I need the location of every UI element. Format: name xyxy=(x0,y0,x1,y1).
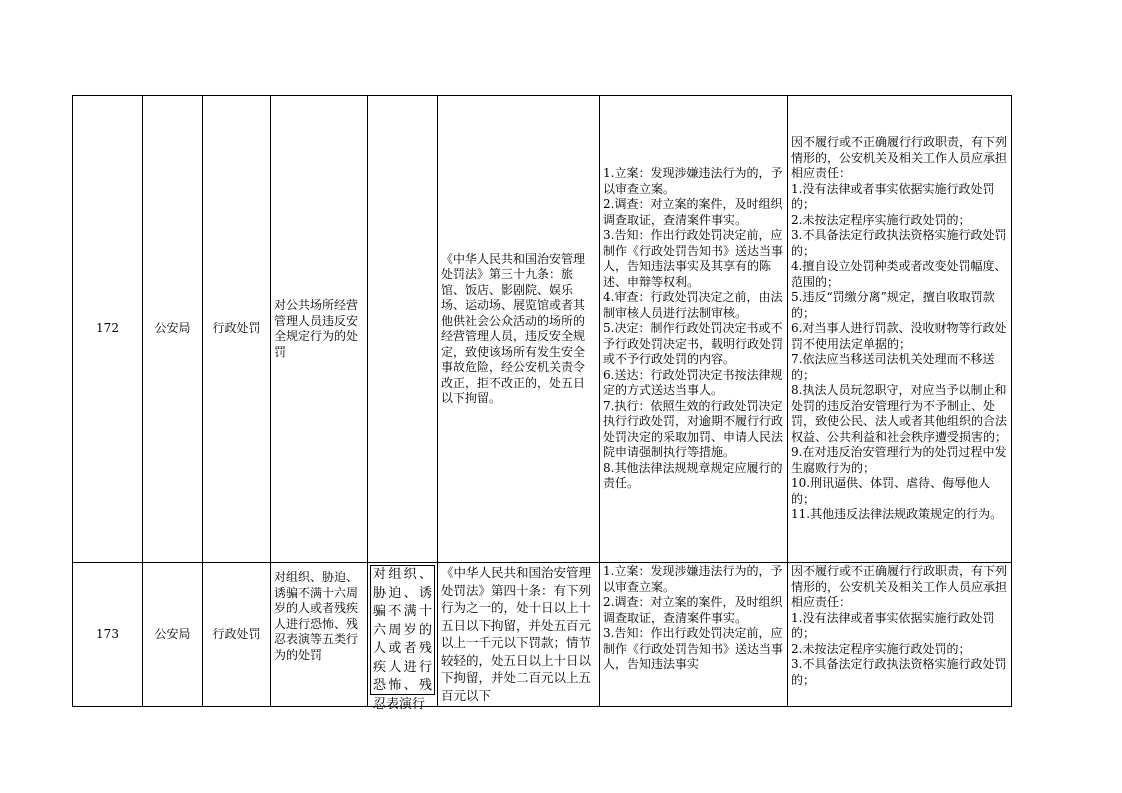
responsibility-item: 4.擅自设立处罚种类或者改变处罚幅度、范围的； xyxy=(791,259,1007,289)
item-number: 172 xyxy=(73,96,143,563)
power-type: 行政处罚 xyxy=(203,563,271,707)
responsibility-item: 9.在对违反治安管理行为的处罚过程中发生腐败行为的； xyxy=(791,445,1007,475)
item-name: 对公共场所经营管理人员违反安全规定行为的处罚 xyxy=(271,96,368,563)
legal-basis-text: 《中华人民共和国治安管理处罚法》第三十九条：旅馆、饭店、影剧院、娱乐场、运动场、展览馆或者其他供社会公众活动的场所的经营管理人员，违反安全规定，致使该场所有发生安全事故危险，经公安机关责令改正，拒不改正的，处五日以下拘留。 xyxy=(441,251,586,405)
item-name xyxy=(271,563,368,707)
sub-item xyxy=(368,563,438,712)
process-step: 2.调查：对立案的案件，及时组织调查取证，查清案件事实。 xyxy=(603,197,783,227)
process-step: 8.其他法律法规规章规定应履行的责任。 xyxy=(603,460,783,491)
responsibility-item: 6.对当事人进行罚款、没收财物等行政处罚不使用法定单据的； xyxy=(791,321,1007,351)
process-list xyxy=(600,563,788,707)
process-step: 3.告知：作出行政处罚决定前，应制作《行政处罚告知书》送达当事人，告知违法事实 xyxy=(603,626,784,671)
table-row xyxy=(73,563,1012,707)
process-step: 1.立案：发现涉嫌违法行为的，予以审查立案。 xyxy=(603,166,783,196)
responsibility-item: 10.刑讯逼供、体罚、虐待、侮辱他人的； xyxy=(791,476,991,506)
item-number: 173 xyxy=(73,563,143,707)
process-step: 6.送达：行政处罚决定书按法律规定的方式送达当事人。 xyxy=(603,367,783,398)
responsibility-item: 3.不具备法定行政执法资格实施行政处罚的； xyxy=(791,657,1007,687)
sub-item xyxy=(368,96,438,563)
process-step: 1.立案：发现涉嫌违法行为的，予以审查立案。 xyxy=(603,564,783,594)
responsibility-intro: 因不履行或不正确履行行政职责，有下列情形的，公安机关及相关工作人员应承担相应责任： xyxy=(791,135,1008,181)
process-step: 5.决定：制作行政处罚决定书或不予行政处罚决定书，载明行政处罚或不予行政处罚的内容。 xyxy=(603,321,784,367)
responsibility-item: 2.未按法定程序实施行政处罚的； xyxy=(791,641,971,656)
process-step: 7.执行：依照生效的行政处罚决定执行行政处罚，对逾期不履行行政处罚决定的采取加罚、申请人民法院申请强制执行等措施。 xyxy=(603,398,784,460)
power-type: 行政处罚 xyxy=(203,96,271,563)
responsibility-item: 1.没有法律或者事实依据实施行政处罚的； xyxy=(791,610,995,640)
process-step: 4.审查：行政处罚决定之前，由法制审核人员进行法制审核。 xyxy=(603,290,783,320)
item-name-text: 对组织、胁迫、诱骗不满十六周岁的人或者残疾人进行恐怖、残忍表演等五类行为的处罚 xyxy=(274,570,359,662)
sub-item-text: 对组织、胁迫、诱骗不满十六周岁的人或者残疾人进行恐怖、残忍表演行 xyxy=(370,565,435,695)
responsibility-list xyxy=(788,563,1012,707)
legal-basis-text: 《中华人民共和国治安管理处罚法》第四十条：有下列行为之一的，处十日以上十五日以下拘留，并处五百元以上一千元以下罚款；情节较轻的，处五日以上十日以下拘留，并处二百元以上五百元以下 xyxy=(441,565,592,703)
legal-basis xyxy=(438,563,600,707)
responsibility-item: 11.其他违反法律法规政策规定的行为。 xyxy=(791,507,1003,522)
table-row xyxy=(73,96,1012,563)
department: 公安局 xyxy=(143,96,203,563)
responsibility-item: 7.依法应当移送司法机关处理而不移送的； xyxy=(791,352,995,382)
responsibility-item: 5.违反“罚缴分离”规定，擅自收取罚款的； xyxy=(791,290,995,320)
process-list xyxy=(600,96,788,563)
responsibility-item: 2.未按法定程序实施行政处罚的； xyxy=(791,212,971,227)
department: 公安局 xyxy=(143,563,203,707)
process-step: 2.调查：对立案的案件，及时组织调查取证，查清案件事实。 xyxy=(603,595,783,625)
responsibility-item: 3.不具备法定行政执法资格实施行政处罚的； xyxy=(791,228,1007,258)
responsibility-list xyxy=(788,96,1012,563)
responsibility-item: 8.执法人员玩忽职守，对应当予以制止和处罚的违反治安管理行为不予制止、处罚，致使公民、法人或者其他组织的合法权益、公共利益和社会秩序遭受损害的； xyxy=(791,383,1008,444)
responsibility-intro: 因不履行或不正确履行行政职责，有下列情形的，公安机关及相关工作人员应承担相应责任： xyxy=(791,564,1008,609)
legal-basis xyxy=(438,96,600,563)
process-step: 3.告知：作出行政处罚决定前，应制作《行政处罚告知书》送达当事人，告知违法事实及其享有的陈述、申辩等权利。 xyxy=(603,228,784,289)
responsibility-item: 1.没有法律或者事实依据实施行政处罚的； xyxy=(791,181,995,212)
responsibility-table xyxy=(72,95,1012,712)
